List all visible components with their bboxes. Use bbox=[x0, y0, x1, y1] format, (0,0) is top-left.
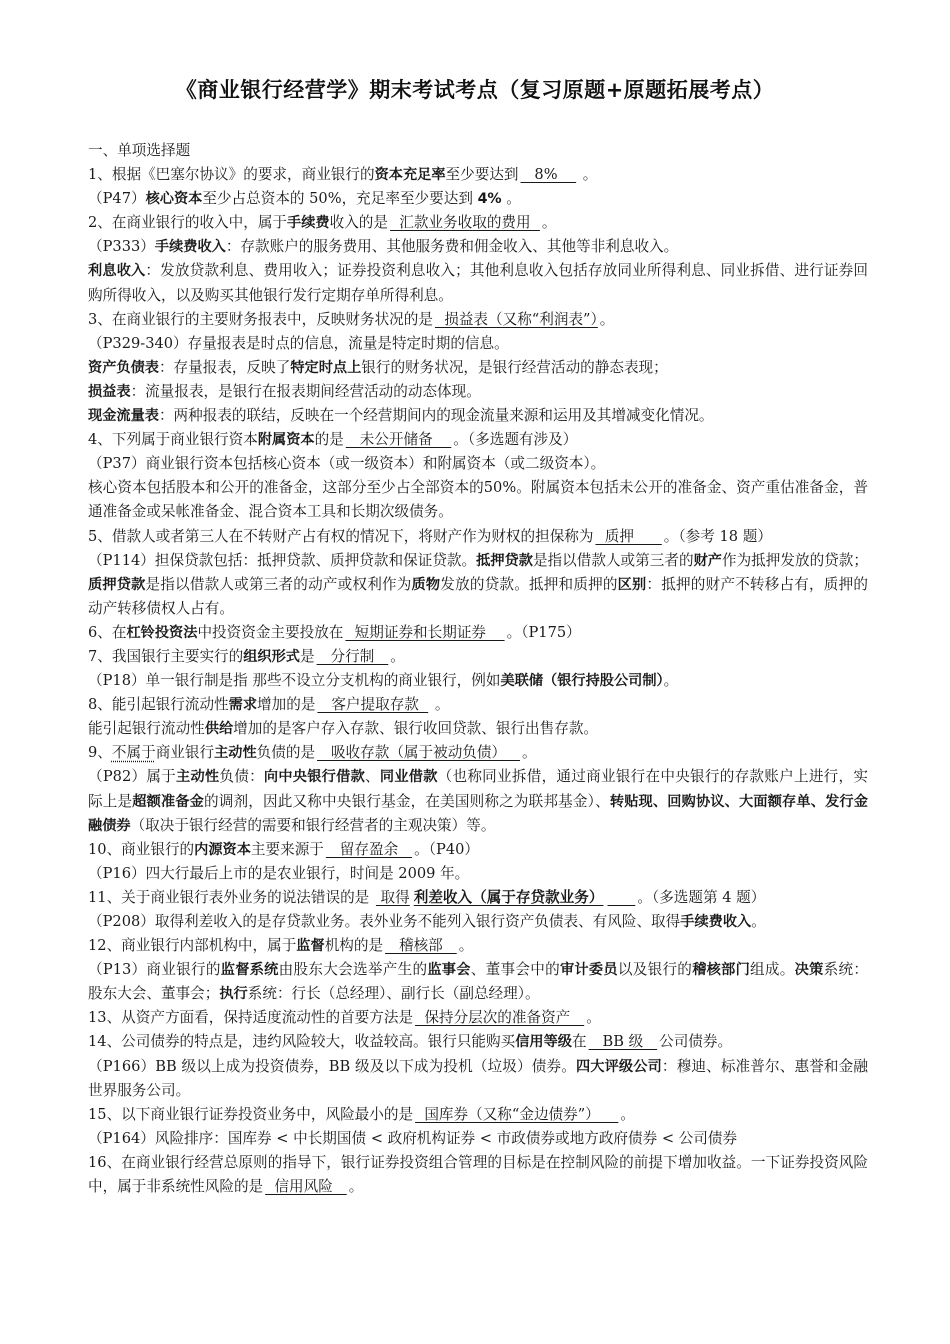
text-run: 、董事会中的 bbox=[470, 961, 560, 979]
text-run: 银行的财务状况，是银行经营活动的静态表现； bbox=[361, 358, 668, 376]
bold-keyword: 质物 bbox=[411, 576, 441, 593]
bold-keyword: 手续费收入 bbox=[680, 914, 752, 930]
explanation-line bbox=[88, 1127, 868, 1151]
answer-blank: 分行制 bbox=[316, 647, 389, 665]
text-run: 、 bbox=[365, 768, 380, 786]
text-run: 。（参考 18 题） bbox=[663, 527, 772, 545]
bold-keyword: 超额准备金 bbox=[132, 793, 205, 810]
question-line bbox=[88, 1103, 868, 1127]
text-run: 公司债券。 bbox=[659, 1033, 733, 1051]
text-run: 收入的是 bbox=[329, 214, 388, 232]
explanation-line bbox=[88, 910, 868, 934]
question-line bbox=[88, 211, 868, 235]
document-body bbox=[88, 139, 868, 1199]
emphasis-text: 不属于 bbox=[111, 744, 156, 762]
text-run: 系统：行长（总经理）、副行长（副总经理）。 bbox=[247, 985, 540, 1003]
text-run: ：流量报表，是银行在报表期间经营活动的动态体现。 bbox=[130, 382, 481, 400]
bold-keyword: 资本充足率 bbox=[374, 167, 446, 184]
explanation-line bbox=[88, 765, 868, 837]
bold-keyword: 执行 bbox=[219, 986, 248, 1003]
answer-blank: 质押 bbox=[595, 527, 662, 545]
question-line bbox=[88, 645, 868, 669]
text-run: 至少要达到 bbox=[445, 166, 519, 184]
question-line bbox=[88, 1030, 868, 1054]
text-run: 12、商业银行内部机构中，属于 bbox=[88, 937, 297, 955]
text-run: 4、下列属于商业银行资本 bbox=[88, 431, 258, 449]
explanation-line bbox=[88, 404, 868, 428]
text-run: 的调剂，因此又称中央银行基金，在美国则称之为联邦基金）、 bbox=[204, 792, 610, 810]
text-run: 至少占总资本的 50%，充足率至少要达到 bbox=[202, 190, 478, 208]
text-run: ：存款账户的服务费用、其他服务费和佣金收入、其他等非利息收入。 bbox=[225, 238, 679, 256]
text-run: 7、我国银行主要实行的 bbox=[88, 647, 244, 665]
text-run: （也称同业拆借，通过商业银行在中央银行的存款账户上进行，实际上是 bbox=[88, 768, 868, 810]
explanation-line bbox=[88, 549, 868, 621]
answer-blank: 取得 bbox=[375, 888, 410, 906]
question-line bbox=[88, 163, 868, 187]
bold-keyword: 损益表 bbox=[88, 383, 131, 400]
question-line bbox=[88, 1006, 868, 1030]
text-run: 是 bbox=[300, 647, 315, 665]
text-run: 。 bbox=[620, 1105, 635, 1123]
question-line bbox=[88, 428, 868, 452]
answer-blank: 未公开储备 bbox=[345, 431, 452, 449]
text-run: （P114）担保贷款包括：抵押贷款、质押贷款和保证贷款。 bbox=[88, 551, 477, 569]
text-run: （取决于银行经营的需要和银行经营者的主观决策）等。 bbox=[130, 816, 496, 834]
question-line bbox=[88, 838, 868, 862]
text-run: （P37）商业银行资本包括核心资本（或一级资本）和附属资本（或二级资本）。 bbox=[88, 455, 606, 473]
text-run: 5、借款人或者第三人在不转财产占有权的情况下，将财产作为财权的担保称为 bbox=[88, 527, 594, 545]
text-run: （P329-340）存量报表是时点的信息，流量是特定时期的信息。 bbox=[88, 334, 509, 352]
text-run: 。 bbox=[663, 672, 679, 690]
bold-keyword: 监督系统 bbox=[220, 962, 279, 979]
explanation-line bbox=[88, 259, 868, 307]
bold-keyword: 抵押贷款 bbox=[476, 552, 533, 569]
answer-blank: 留存盈余 bbox=[325, 840, 413, 858]
text-run: 13、从资产方面看，保持适度流动性的首要方法是 bbox=[88, 1009, 414, 1027]
text-run: 的是 bbox=[314, 431, 344, 449]
bold-keyword: 同业借款 bbox=[379, 769, 438, 786]
answer-blank: 8% bbox=[520, 166, 577, 184]
bold-keyword: 稽核部门 bbox=[692, 962, 751, 979]
text-run: 。 bbox=[458, 937, 474, 955]
text-run: ：存量报表，反映了 bbox=[158, 358, 291, 376]
explanation-line bbox=[88, 476, 868, 524]
text-run: 在 bbox=[571, 1033, 587, 1051]
text-run: 增加的是 bbox=[257, 696, 316, 714]
text-run: 。 bbox=[599, 310, 615, 328]
document-title: 《商业银行经营学》期末考试考点（复习原题+原题拓展考点） bbox=[175, 78, 775, 102]
bold-keyword: 主动性 bbox=[214, 745, 257, 762]
text-run: 。 bbox=[501, 190, 521, 208]
text-run: 。 bbox=[390, 647, 405, 665]
explanation-line bbox=[88, 380, 868, 404]
text-run: 。（多选题有涉及） bbox=[453, 431, 578, 449]
explanation-line bbox=[88, 452, 868, 476]
text-run: 。 bbox=[541, 214, 557, 232]
text-run: 以及银行的 bbox=[617, 961, 693, 979]
text-run: 11、关于商业银行表外业务的说法错误的是 bbox=[88, 888, 374, 906]
text-run: 增加的是客户存入存款、银行收回贷款、银行出售存款。 bbox=[233, 720, 599, 738]
text-run: 2、在商业银行的收入中，属于 bbox=[88, 214, 288, 232]
bold-keyword: 需求 bbox=[228, 697, 258, 714]
bold-keyword: 附属资本 bbox=[257, 432, 315, 449]
text-run: ：抵押的财产不转移占有，质押的动产转移债权人占有。 bbox=[88, 575, 868, 617]
text-run: 负债的是 bbox=[256, 744, 316, 762]
bold-keyword: 杠铃投资法 bbox=[126, 624, 198, 641]
bold-keyword: 现金流量表 bbox=[88, 408, 159, 425]
explanation-line bbox=[88, 862, 868, 886]
text-run: （P166）BB 级以上成为投资债券，BB 级及以下成为投机（垃圾）债券。 bbox=[88, 1057, 576, 1075]
text-run: 是指以借款人或第三者的 bbox=[532, 551, 694, 569]
bold-keyword: 向中央银行借款 bbox=[263, 769, 366, 786]
text-run: 组成。 bbox=[750, 961, 795, 979]
text-run: （P13）商业银行的 bbox=[88, 961, 221, 979]
answer-blank: 损益表（又称“利润表”） bbox=[434, 310, 598, 328]
section-heading: 一、单项选择题 bbox=[88, 142, 191, 159]
answer-blank: BB 级 bbox=[588, 1033, 658, 1051]
text-run: 。（P40） bbox=[414, 840, 479, 858]
explanation-line bbox=[88, 332, 868, 356]
text-run: 系统：股东大会、董事会； bbox=[88, 961, 868, 1003]
text-run: 。 bbox=[578, 166, 598, 184]
bold-keyword: 四大评级公司 bbox=[575, 1058, 662, 1075]
text-run: 16、在商业银行经营总原则的指导下，银行证券投资组合管理的目标是在控制风险的前提下增加收益。一下证券投资风险中，属于非系统性风险的是 bbox=[88, 1153, 868, 1196]
question-line bbox=[88, 525, 868, 549]
bold-keyword: 特定时点上 bbox=[290, 359, 362, 376]
answer-blank: 吸收存款（属于被动负债） bbox=[317, 744, 521, 762]
bold-keyword: 组织形式 bbox=[243, 648, 300, 665]
text-run: 中投资资金主要投放在 bbox=[197, 623, 344, 641]
text-run: 8、能引起银行流动性 bbox=[88, 696, 229, 714]
text-run: 核心资本包括股本和公开的准备金，这部分至少占全部资本的50%。附属资本包括未公开的准备金、资产重估准备金，普通准备金或呆帐准备金、混合资本工具和长期次级债务。 bbox=[88, 479, 868, 521]
explanation-line bbox=[88, 669, 868, 693]
explanation-line bbox=[88, 958, 868, 1006]
text-run: 15、以下商业银行证券投资业务中，风险最小的是 bbox=[88, 1105, 414, 1123]
text-run: 负债： bbox=[219, 768, 264, 786]
bold-keyword: 利息收入 bbox=[88, 263, 146, 280]
bold-keyword: 手续费 bbox=[287, 215, 330, 232]
text-run: （P82）属于 bbox=[88, 768, 177, 786]
text-run: ：穆迪、标准普尔、惠誉和金融世界服务公司。 bbox=[88, 1057, 868, 1099]
text-run: 机构的是 bbox=[324, 937, 384, 955]
text-run: 。 bbox=[348, 1178, 364, 1196]
question-line bbox=[88, 621, 868, 645]
bold-keyword: 内源资本 bbox=[194, 841, 251, 858]
bold-keyword: 监事会 bbox=[427, 962, 471, 979]
explanation-line bbox=[88, 1055, 868, 1103]
question-line bbox=[88, 741, 868, 765]
text-run: （P333） bbox=[88, 238, 155, 256]
answer-blank: 汇款业务收取的费用 bbox=[389, 214, 540, 232]
bold-keyword: 资产负债表 bbox=[88, 359, 159, 376]
bold-keyword: 主动性 bbox=[176, 769, 220, 786]
text-run: 能引起银行流动性 bbox=[88, 720, 205, 738]
answer-blank: 保持分层次的准备资产 bbox=[415, 1009, 585, 1027]
question-line bbox=[88, 308, 868, 332]
explanation-line bbox=[88, 356, 868, 380]
bold-keyword: 财产 bbox=[693, 552, 722, 569]
text-run: 。 bbox=[586, 1009, 601, 1027]
text-run: （P47） bbox=[88, 190, 146, 208]
bold-keyword: 监督 bbox=[296, 938, 325, 955]
bold-keyword: 转贴现、回购协议、大面额存单、发行金融债券 bbox=[88, 793, 868, 834]
text-run: 发放的贷款。抵押和质押的 bbox=[440, 575, 618, 593]
question-line bbox=[88, 886, 868, 910]
text-run: 是指以借款人或第三者的动产或权利作为 bbox=[145, 575, 412, 593]
answer-blank: 短期证券和长期证券 bbox=[345, 623, 505, 641]
answer-blank: 利差收入（属于存贷款业务） bbox=[413, 888, 604, 906]
text-run: ：发放贷款利息、费用收入；证券投资利息收入；其他利息收入包括存放同业所得利息、同业拆借、进行证券回购所得收入，以及购买其他银行发行定期存单所得利息。 bbox=[88, 262, 868, 304]
text-run: （P16）四大行最后上市的是农业银行，时间是 2009 年。 bbox=[88, 864, 470, 882]
bold-keyword: 区别 bbox=[617, 576, 647, 593]
question-line bbox=[88, 934, 868, 958]
bold-keyword: 质押贷款 bbox=[88, 576, 146, 593]
text-run: ：两种报表的联结，反映在一个经营期间内的现金流量来源和运用及其增减变化情况。 bbox=[158, 407, 714, 425]
text-run: 商业银行 bbox=[155, 744, 215, 762]
text-run: 作为抵押发放的贷款； bbox=[721, 551, 868, 569]
answer-blank: 信用风险 bbox=[265, 1178, 347, 1196]
text-run: 6、在 bbox=[88, 623, 127, 641]
text-run: 1、根据《巴塞尔协议》的要求，商业银行的 bbox=[88, 166, 375, 184]
text-run: 。（多选题第 4 题） bbox=[637, 888, 766, 906]
text-run: 10、商业银行的 bbox=[88, 840, 195, 858]
text-run: 3、在商业银行的主要财务报表中，反映财务状况的是 bbox=[88, 310, 433, 328]
answer-blank: 客户提取存款 bbox=[317, 696, 429, 714]
question-line bbox=[88, 693, 868, 717]
explanation-line bbox=[88, 187, 868, 211]
text-run: 主要来源于 bbox=[250, 840, 324, 858]
text-run: （P208）取得利差收入的是存贷款业务。表外业务不能列入银行资产负债表、有风险、取得 bbox=[88, 913, 681, 930]
text-run: 9、 bbox=[88, 744, 112, 762]
text-run: 。（P175） bbox=[506, 623, 581, 641]
bold-keyword: 4% bbox=[477, 191, 502, 208]
text-run: 。 bbox=[522, 744, 537, 762]
bold-keyword: 核心资本 bbox=[145, 191, 203, 208]
answer-blank: 国库券（又称“金边债券”） bbox=[415, 1105, 619, 1123]
explanation-line bbox=[88, 717, 868, 741]
bold-keyword: 信用等级 bbox=[515, 1034, 572, 1051]
text-run: （P164）风险排序：国库券 < 中长期国债 < 政府机构证券 < 市政债券或地方政府债券 < 公司债券 bbox=[88, 1129, 738, 1147]
answer-blank: 稽核部 bbox=[385, 937, 457, 955]
explanation-line bbox=[88, 235, 868, 259]
bold-keyword: 手续费收入 bbox=[154, 239, 226, 256]
text-run: 由股东大会选举产生的 bbox=[278, 961, 428, 979]
bold-keyword: 决策 bbox=[794, 962, 824, 979]
text-run: 。 bbox=[751, 913, 766, 930]
bold-keyword: 审计委员 bbox=[559, 962, 618, 979]
answer-blank bbox=[605, 889, 637, 906]
text-run: 。 bbox=[430, 696, 450, 714]
question-line bbox=[88, 1151, 868, 1199]
bold-keyword: 美联储（银行持股公司制） bbox=[500, 673, 664, 690]
bold-keyword: 供给 bbox=[204, 721, 234, 738]
text-run: （P18）单一银行制是指 那些不设立分支机构的商业银行，例如 bbox=[88, 672, 501, 690]
question-list bbox=[88, 163, 868, 1199]
text-run: 14、公司债券的特点是，违约风险较大，收益较高。银行只能购买 bbox=[88, 1033, 516, 1051]
